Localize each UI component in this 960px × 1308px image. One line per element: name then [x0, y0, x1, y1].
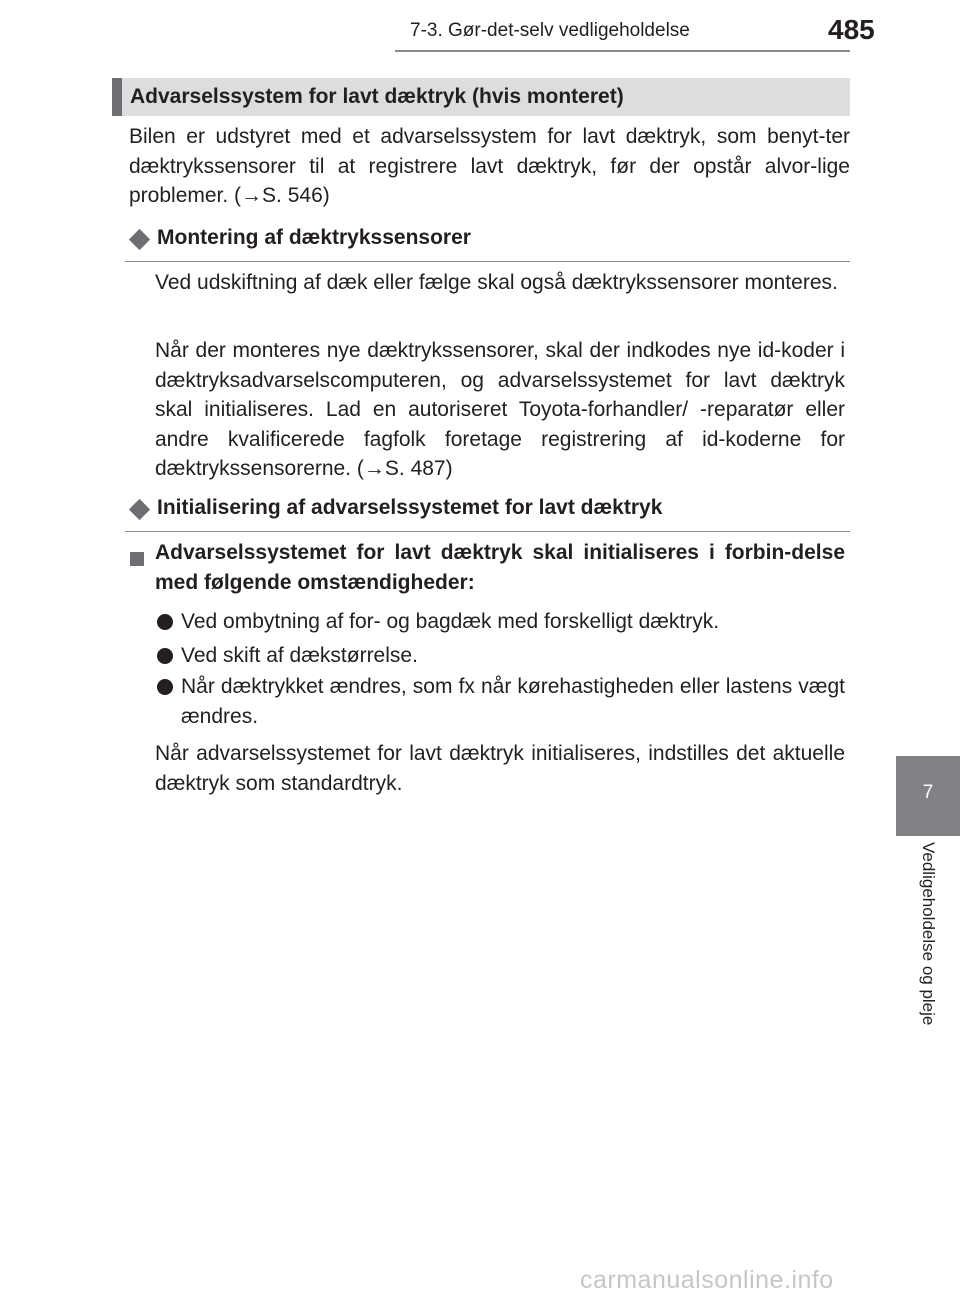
bullet-item: Ved skift af dækstørrelse.	[181, 644, 418, 667]
chapter-header: 7-3. Gør-det-selv vedligeholdelse	[410, 20, 690, 41]
subsection-rule-2	[125, 531, 850, 532]
paragraph-sensor-replacement: Ved udskiftning af dæk eller fælge skal også dæktrykssensorer monteres.	[155, 271, 838, 294]
paragraph-id-codes: Når der monteres nye dæktrykssensorer, skal der indkodes nye id-koder i dæktryksadvarselscomputeren, og advarselssystemet for lavt dæktryk skal initialiseres. Lad en autoriseret Toyota-forhandler/ -reparatør eller andre kvalificerede fagfolk foretage registrering af id-koderne for dæktrykssensorerne. (→S. 487)	[155, 339, 845, 480]
chapter-number: 7	[922, 782, 934, 803]
round-bullet-icon	[157, 679, 173, 695]
round-bullet-icon	[157, 648, 173, 664]
watermark: carmanualsonline.info	[580, 1266, 834, 1294]
section-title-bar	[112, 78, 850, 116]
bullet-item: Når dæktrykket ændres, som fx når kørehastigheden eller lastens vægt ændres.	[181, 675, 845, 728]
page-number: 485	[828, 14, 875, 45]
chapter-side-label: Vedligeholdelse og pleje	[919, 842, 938, 1026]
section-bar-accent	[112, 78, 122, 116]
subsection-rule-1	[125, 261, 850, 262]
intro-paragraph: Bilen er udstyret med et advarselssystem for lavt dæktryk, som benyt-ter dæktrykssensorer til at registrere lavt dæktryk, før der opstår alvor-lige problemer. (→S. 546)	[129, 125, 850, 207]
closing-paragraph: Når advarselssystemet for lavt dæktryk initialiseres, indstilles det aktuelle dæktryk som standardtryk.	[155, 742, 845, 795]
diamond-bullet-icon	[129, 499, 150, 520]
subsection-heading-1	[125, 222, 850, 262]
subsection-heading-2	[125, 492, 850, 532]
section-title: Advarselssystem for lavt dæktryk (hvis monteret)	[130, 85, 624, 108]
diamond-bullet-icon	[129, 229, 150, 250]
subsection-title-2: Initialisering af advarselssystemet for lavt dæktryk	[157, 496, 663, 519]
header-rule	[395, 50, 850, 52]
bullet-item: Ved ombytning af for- og bagdæk med forskelligt dæktryk.	[181, 610, 720, 633]
chapter-side-tab	[896, 756, 960, 836]
initialisation-conditions-heading: Advarselssystemet for lavt dæktryk skal initialiseres i forbin-delse med følgende omstændigheder:	[155, 541, 845, 594]
square-bullet-icon	[130, 552, 144, 566]
round-bullet-icon	[157, 614, 173, 630]
subsection-title-1: Montering af dæktrykssensorer	[157, 226, 471, 249]
